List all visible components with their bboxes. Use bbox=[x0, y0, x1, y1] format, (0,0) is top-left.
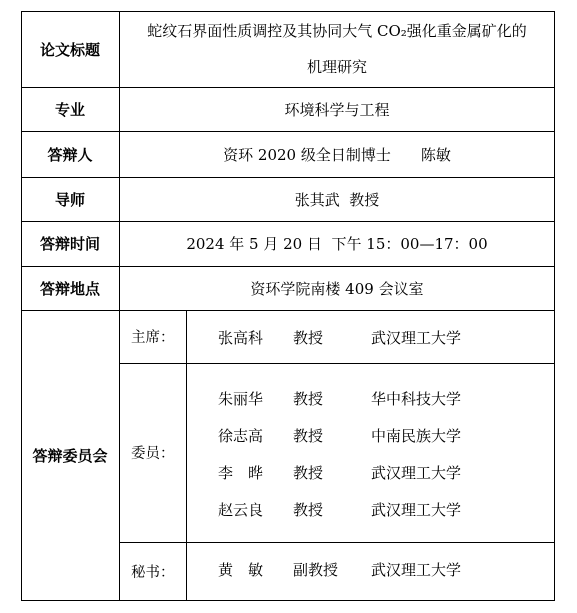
member-org: 华中科技大学 bbox=[371, 390, 462, 408]
member-row bbox=[218, 388, 461, 409]
time-value: 2024 年 5 月 20 日 下午 15：00—17：00 bbox=[186, 235, 488, 253]
committee-divider bbox=[119, 363, 555, 364]
candidate-value: 资环 2020 级全日制博士 陈敏 bbox=[223, 145, 451, 164]
table-border-right bbox=[554, 11, 555, 601]
member-row bbox=[218, 499, 461, 520]
secretary-row bbox=[218, 559, 461, 580]
member-row bbox=[218, 462, 461, 483]
member-org: 武汉理工大学 bbox=[371, 329, 462, 347]
committee-divider bbox=[119, 542, 555, 543]
member-title: 教授 bbox=[293, 501, 324, 519]
member-org: 武汉理工大学 bbox=[371, 464, 462, 482]
major-label: 专业 bbox=[54, 100, 85, 119]
member-name: 黄 敏 bbox=[218, 561, 264, 579]
member-name: 李 晔 bbox=[218, 464, 264, 482]
advisor-value: 张其武 教授 bbox=[294, 190, 380, 209]
member-title: 教授 bbox=[293, 464, 324, 482]
time-label: 答辩时间 bbox=[39, 235, 100, 253]
member-name: 张高科 bbox=[218, 329, 264, 347]
committee-label: 答辩委员会 bbox=[32, 446, 108, 465]
chair-row bbox=[218, 327, 461, 348]
member-row bbox=[218, 425, 461, 446]
member-title: 教授 bbox=[293, 427, 324, 445]
title-label: 论文标题 bbox=[39, 40, 100, 59]
title-line-2: 机理研究 bbox=[306, 58, 367, 76]
location-value: 资环学院南楼 409 会议室 bbox=[250, 279, 424, 298]
member-name: 徐志高 bbox=[218, 427, 264, 445]
member-title: 教授 bbox=[293, 329, 324, 347]
advisor-label: 导师 bbox=[54, 190, 85, 209]
title-line-1: 蛇纹石界面性质调控及其协同大气 CO₂强化重金属矿化的 bbox=[147, 22, 527, 40]
member-name: 赵云良 bbox=[218, 501, 264, 519]
defense-info-table bbox=[21, 11, 555, 601]
table-border-bottom bbox=[21, 600, 555, 601]
major-value: 环境科学与工程 bbox=[284, 100, 390, 119]
member-org: 武汉理工大学 bbox=[371, 501, 462, 519]
member-title: 副教授 bbox=[293, 561, 339, 579]
committee-column-divider bbox=[186, 310, 187, 600]
title-value bbox=[120, 11, 554, 87]
member-title: 教授 bbox=[293, 390, 324, 408]
location-label: 答辩地点 bbox=[39, 279, 100, 298]
members-label: 委员： bbox=[131, 446, 175, 462]
member-name: 朱丽华 bbox=[218, 390, 264, 408]
chair-label: 主席： bbox=[131, 330, 175, 346]
candidate-label: 答辩人 bbox=[47, 145, 93, 164]
member-org: 中南民族大学 bbox=[371, 427, 462, 445]
member-org: 武汉理工大学 bbox=[371, 561, 462, 579]
secretary-label: 秘书： bbox=[131, 564, 175, 581]
